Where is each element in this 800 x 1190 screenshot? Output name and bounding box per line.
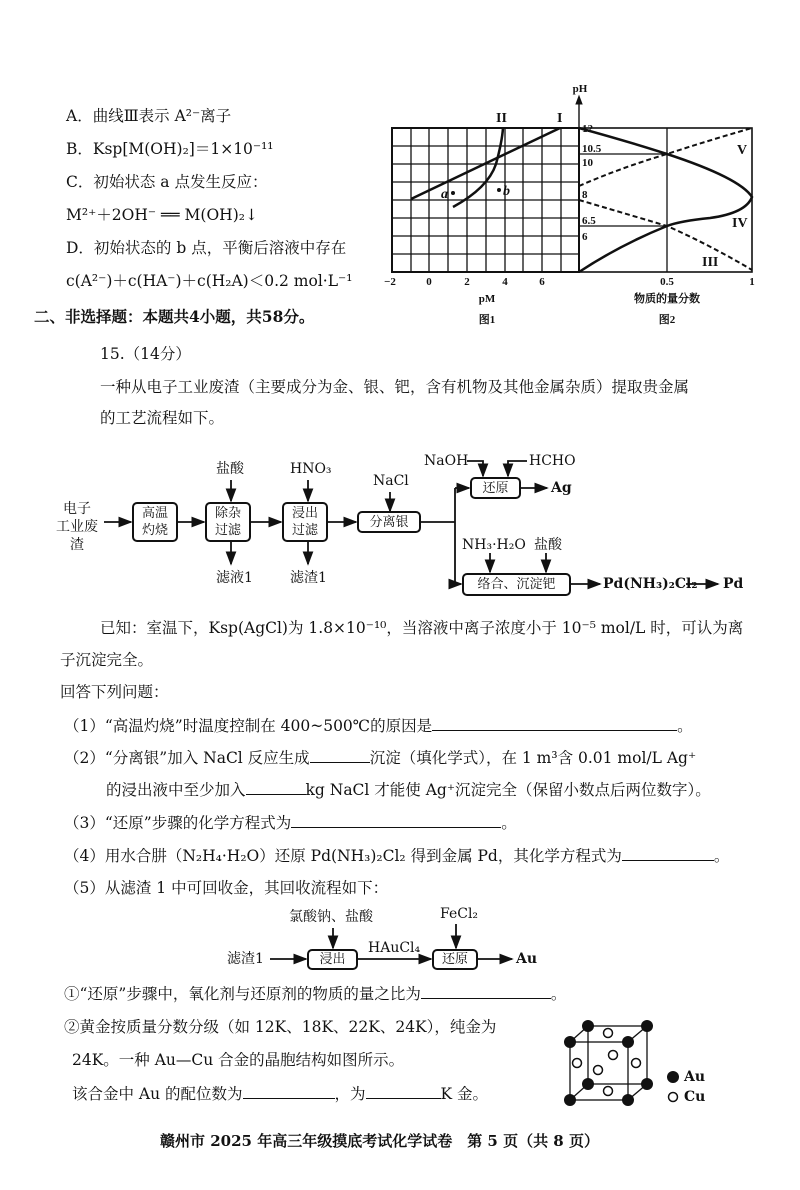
fig2-ytick: 10.5 [582, 143, 602, 155]
intro-line-2: 的工艺流程如下。 [100, 409, 225, 427]
flow2-step-reduction: 还原 [432, 949, 478, 970]
part-1: （1）“高温灼烧”时温度控制在 400~500℃的原因是 。 [64, 717, 693, 735]
flow-step-calcination: 高温 灼烧 [132, 502, 178, 542]
fig1-caption: 图1 [478, 314, 496, 326]
flow2-reagent: 氯酸钠、盐酸 [289, 909, 373, 925]
fig2-ytick: 10 [582, 157, 593, 169]
flow-output: 滤液1 [216, 570, 253, 586]
fig2-xtick: 0.5 [660, 276, 674, 288]
fig2-xtick: 1 [749, 276, 755, 288]
fig1-xtick: 0 [426, 276, 432, 288]
flow-reagent: 盐酸 [534, 537, 562, 553]
option-c-equation: M²⁺＋2OH⁻ ══ M(OH)₂↓ [66, 206, 258, 224]
part-5-1: ①“还原”步骤中，氧化剂与还原剂的物质的量之比为 。 [64, 985, 567, 1003]
page-footer: 赣州市 2025 年高三年级摸底考试化学试卷 第 5 页（共 8 页） [160, 1132, 599, 1150]
intro-line-1: 一种从电子工业废渣（主要成分为金、银、钯，含有机物及其他金属杂质）提取贵金属 [100, 378, 690, 396]
fig1-xlabel: pM [478, 293, 496, 305]
fig2-curve-v-label: V [737, 143, 748, 158]
fig1-xtick: 4 [502, 276, 508, 288]
flow-output: Pd [723, 576, 744, 592]
known-info-1: 已知：室温下，Ksp(AgCl)为 1.8×10⁻¹⁰，当溶液中离子浓度小于 10⁻⁵ mol/L 时，可认为离 [100, 619, 744, 637]
flow-step-leaching: 浸出 过滤 [282, 502, 328, 542]
fig2-ytick: 12 [582, 123, 593, 135]
fig1-curve-i-label: I [557, 111, 563, 126]
flow-reagent: 盐酸 [216, 461, 244, 477]
part-5: （5）从滤渣 1 中可回收金，其回收流程如下： [64, 879, 389, 897]
legend-au-icon [667, 1071, 679, 1083]
fig2-xlabel: 物质的量分数 [634, 293, 700, 305]
part-5-2-question: 该合金中 Au 的配位数为 ，为 K 金。 [72, 1085, 489, 1103]
option-c: C．初始状态 a 点发生反应： [66, 173, 268, 191]
section-heading: 二、非选择题：本题共4小题，共58分。 [34, 307, 315, 326]
fig2-ylabel: pH [572, 83, 588, 95]
flow-reagent: HCHO [529, 453, 576, 469]
fig2-ytick: 8 [582, 189, 588, 201]
flow2-step-leaching: 浸出 [307, 949, 358, 970]
flow2-output: Au [516, 951, 538, 967]
question-header: 15.（14分） [100, 345, 191, 363]
flow-output: Pd(NH₃)₂Cl₂ [603, 576, 698, 592]
legend-cu-label: Cu [684, 1089, 706, 1105]
answer-prompt: 回答下列问题： [60, 683, 169, 701]
fig2-curve-iii-label: III [702, 255, 719, 270]
fig1-point-b-label: b [503, 184, 510, 199]
flow-step-impurity-removal: 除杂 过滤 [205, 502, 251, 542]
fig2-ytick: 6 [582, 231, 588, 243]
flow2-intermediate: HAuCl₄ [368, 940, 421, 956]
fig2-caption: 图2 [658, 314, 676, 326]
part-5-2: ②黄金按质量分数分级（如 12K、18K、22K、24K），纯金为 [64, 1018, 497, 1036]
part-3: （3）“还原”步骤的化学方程式为 。 [64, 814, 517, 832]
flow-output: Ag [551, 480, 572, 496]
option-d-equation: c(A²⁻)＋c(HA⁻)＋c(H₂A)＜0.2 mol·L⁻¹ [66, 272, 353, 290]
legend-au-label: Au [684, 1069, 706, 1085]
flow2-reagent: FeCl₂ [440, 906, 479, 922]
part-2-cont: 的浸出液中至少加入 kg NaCl 才能使 Ag⁺沉淀完全（保留小数点后两位数字）。 [106, 781, 711, 799]
fig1-xtick: −2 [384, 276, 396, 288]
flow-input: 电子 工业废渣 [56, 501, 98, 553]
flow-reagent: HNO₃ [290, 461, 332, 477]
flow-output: 滤渣1 [290, 570, 327, 586]
option-a: A．曲线Ⅲ表示 A²⁻离子 [66, 107, 232, 125]
fig2-curve-iv-label: IV [732, 216, 748, 231]
flow-reagent: NH₃·H₂O [462, 537, 526, 553]
part-4: （4）用水合肼（N₂H₄·H₂O）还原 Pd(NH₃)₂Cl₂ 得到金属 Pd，其化学方程式为 。 [64, 847, 730, 865]
option-d: D．初始状态的 b 点，平衡后溶液中存在 [66, 239, 347, 257]
fig1-xtick: 6 [539, 276, 545, 288]
part-2: （2）“分离银”加入 NaCl 反应生成 沉淀（填化学式），在 1 m³含 0.01 mol/L Ag⁺ [64, 749, 697, 767]
flow-step-reduction: 还原 [470, 477, 521, 499]
option-b: B．Ksp[M(OH)₂]＝1×10⁻¹¹ [66, 140, 274, 158]
flow-reagent: NaCl [373, 473, 409, 489]
flow-step-silver-separation: 分离银 [357, 511, 421, 533]
fig1-point-a-label: a [441, 187, 448, 202]
flow2-input: 滤渣1 [227, 951, 264, 967]
flow-step-pd-precipitation: 络合、沉淀钯 [462, 573, 571, 596]
fig1-xtick: 2 [464, 276, 470, 288]
legend-cu-icon [669, 1093, 678, 1102]
part-5-2-cont: 24K。一种 Au—Cu 合金的晶胞结构如图所示。 [72, 1051, 405, 1069]
known-info-2: 子沉淀完全。 [60, 651, 154, 669]
flow-reagent: NaOH [424, 453, 469, 469]
fig1-curve-ii-label: II [496, 111, 507, 126]
fig2-ytick: 6.5 [582, 215, 596, 227]
